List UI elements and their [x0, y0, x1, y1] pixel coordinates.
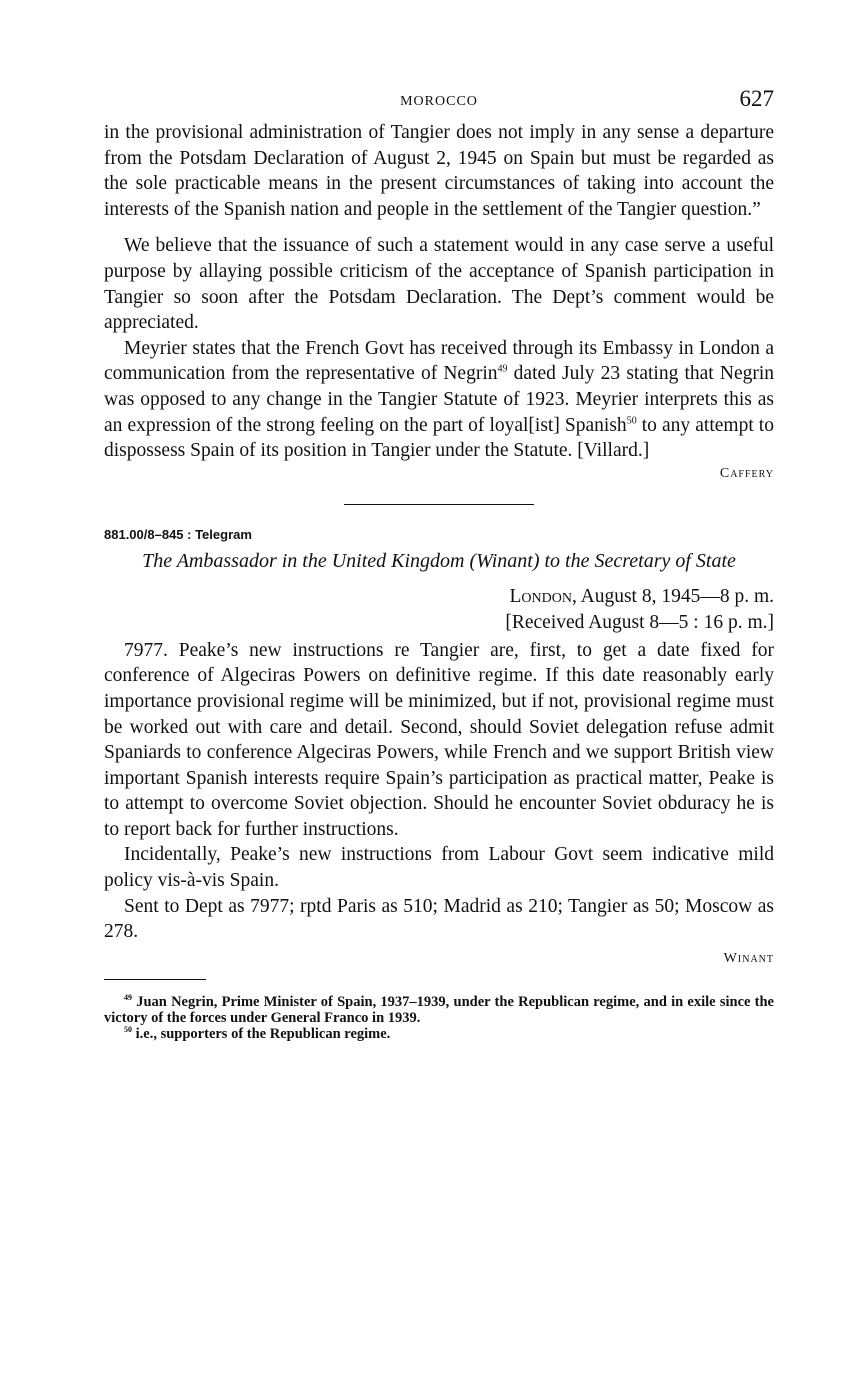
first-document-body [104, 120, 774, 464]
footnote-ref: 50 [626, 415, 637, 427]
footnote-text: i.e., supporters of the Republican regime. [135, 1025, 391, 1042]
body-paragraph: Sent to Dept as 7977; rptd Paris as 510; Madrid as 210; Tangier as 50; Moscow as 278. [104, 895, 774, 943]
paragraph-text: dated July 23 stating that Negrin was opposed to any change in the Tangier Statute of 1923. Meyrier interprets this as an expression of the strong feeling on the part of loyal[ist] Spanish [104, 363, 775, 436]
footnote-divider [104, 979, 206, 980]
page-header [104, 86, 774, 120]
body-paragraph: 7977. Peake’s new instructions re Tangier are, first, to get a date fixed for conference of Algeciras Powers on definitive regime. If this date reasonably early importance provisional regime will be minimized, but if not, provisional regime must be worked out with care and detail. Second, should Soviet delegation refuse admit Spaniards to conference Algeciras Powers, while French and we support British view important Spanish interests require Spain’s participation as practical matter, Peake is to attempt to overcome Soviet objection. Should he encounter Soviet obduracy he is to report back for further instructions. [104, 639, 774, 840]
footnote-50 [104, 1026, 774, 1042]
footnote-marker: 49 [124, 993, 132, 1003]
dateline [104, 584, 774, 610]
footnotes [104, 994, 774, 1042]
page-number: 627 [739, 86, 774, 111]
signature-caffery: Caffery [719, 465, 774, 481]
signature-winant: Winant [723, 950, 774, 966]
body-paragraph: We believe that the issuance of such a statement would in any case serve a useful purpose by allaying possible criticism of the acceptance of Spanish participation in Tangier so soon after the Potsdam Declaration. The Dept’s comment would be appreciated. [104, 235, 774, 334]
quote-paragraph: in the provisional administration of Tangier does not imply in any sense a departure from the Potsdam Declaration of August 2, 1945 on Spain but must be regarded as the sole practicable means in the present circumstances of taking into account the interests of the Spanish nation and people in the settlement of the Tangier question.” [104, 122, 774, 220]
paragraph-text: to any attempt to dispossess Spain of its position in Tangier under the Statute. [Villard.] [104, 414, 774, 462]
document-page [104, 86, 774, 1042]
body-paragraph-negrin [104, 336, 774, 464]
second-document-body [104, 638, 774, 945]
section-divider [344, 504, 534, 505]
document-id: 881.00/8–845 : Telegram [104, 526, 252, 542]
received-line: [Received August 8—5 : 16 p. m.] [505, 611, 774, 633]
dateline-place: London [509, 585, 572, 607]
document-title: The Ambassador in the United Kingdom (Winant) to the Secretary of State [142, 549, 736, 572]
footnote-text: Juan Negrin, Prime Minister of Spain, 1937–1939, under the Republican regime, and in exile since the victory of the forces under General Franco in 1939. [104, 993, 774, 1026]
footnote-49 [104, 994, 774, 1026]
dateline-date: , August 8, 1945—8 p. m. [571, 585, 774, 607]
footnote-marker: 50 [124, 1025, 132, 1035]
body-paragraph: Incidentally, Peake’s new instructions from Labour Govt seem indicative mild policy vis-à-vis Spain. [104, 844, 774, 892]
paragraph-text: Meyrier states that the French Govt has received through its Embassy in London a communication from the representative of Negrin [104, 337, 774, 385]
footnote-ref: 49 [497, 363, 508, 375]
running-title: MOROCCO [400, 94, 478, 109]
